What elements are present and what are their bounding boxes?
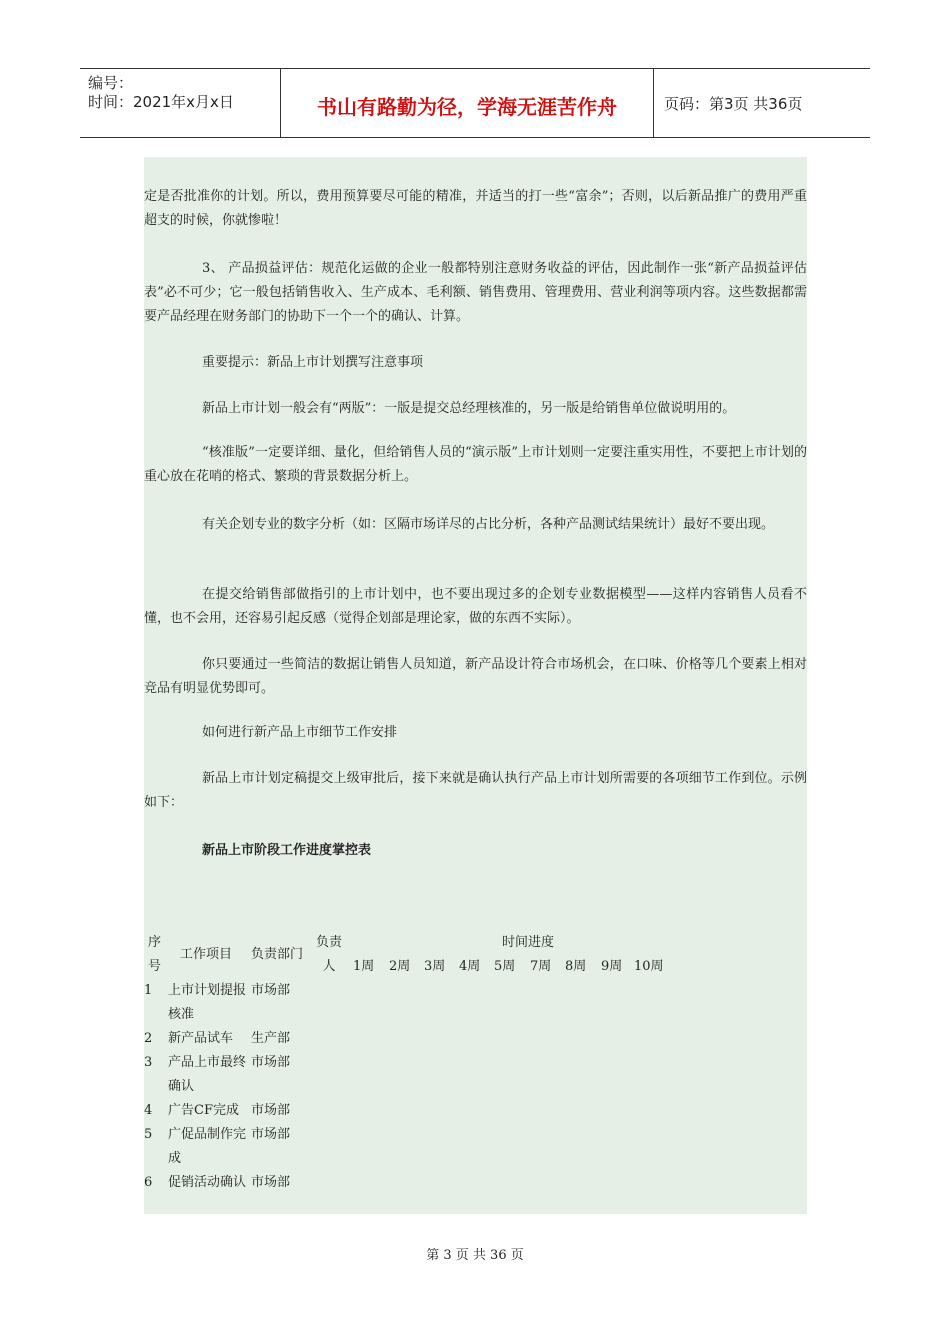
header-motto-cell [281,69,654,137]
row-item: 促销活动确认 [168,1175,247,1190]
row-item: 广告CF完成 [168,1103,239,1118]
row-item: 广促品制作完成 [168,1127,247,1166]
week-label: 1周 [353,959,375,974]
page-footer: 第 3 页 共 36 页 [426,1248,524,1263]
paragraph-2: 3、 产品损益评估：规范化运做的企业一般都特别注意财务收益的评估，因此制作一张“新产品损益评估表”必不可少；它一般包括销售收入、生产成本、毛利额、销售费用、管理费用、营业利润等项内容。这些数据都需要产品经理在财务部门的协助下一个一个的确认、计算。 [144,261,807,324]
header-motto: 书山有路勤为径，学海无涯苦作舟 [317,95,617,119]
header-person: 负责人 [315,935,342,974]
paragraph-9: 如何进行新产品上市细节工作安排 [202,725,398,740]
paragraph-5: “核准版”一定要详细、量化，但给销售人员的“演示版”上市计划则一定要注重实用性，不要把上市计划的重心放在花哨的格式、繁琐的背景数据分析上。 [144,445,807,484]
header-item: 工作项目 [180,947,233,962]
row-seq: 3 [144,1055,153,1070]
row-dept: 市场部 [251,1103,291,1118]
row-seq: 6 [144,1175,153,1190]
week-label: 3周 [424,959,446,974]
week-label: 8周 [565,959,587,974]
row-dept: 市场部 [251,1055,291,1070]
row-seq: 5 [144,1127,153,1142]
header-seq: 序号 [148,935,162,974]
page-header [80,68,870,138]
table-title: 新品上市阶段工作进度掌控表 [202,843,372,858]
header-meta-cell [80,69,281,137]
row-dept: 生产部 [251,1031,291,1046]
week-label: 9周 [601,959,623,974]
row-dept: 市场部 [251,1175,291,1190]
paragraph-6: 有关企划专业的数字分析（如：区隔市场详尽的占比分析，各种产品测试结果统计）最好不要出现。 [202,517,775,532]
week-label: 4周 [459,959,481,974]
week-label: 7周 [530,959,552,974]
week-label: 2周 [389,959,411,974]
document-time-label: 时间：2021年x月x日 [88,93,234,111]
paragraph-1: 定是否批准你的计划。所以，费用预算要尽可能的精准，并适当的打一些“富余”；否则，以后新品推广的费用严重超支的时候，你就惨啦！ [144,189,807,228]
row-dept: 市场部 [251,983,291,998]
paragraph-8: 你只要通过一些简洁的数据让销售人员知道，新产品设计符合市场机会，在口味、价格等几个要素上相对竞品有明显优势即可。 [144,657,807,696]
row-seq: 1 [144,983,153,998]
week-label: 5周 [494,959,516,974]
paragraph-4: 新品上市计划一般会有“两版”：一版是提交总经理核准的，另一版是给销售单位做说明用的。 [202,401,736,416]
paragraph-10: 新品上市计划定稿提交上级审批后，接下来就是确认执行产品上市计划所需要的各项细节工作到位。示例如下： [144,771,807,810]
paragraph-7: 在提交给销售部做指引的上市计划中，也不要出现过多的企划专业数据模型——这样内容销售人员看不懂，也不会用，还容易引起反感（觉得企划部是理论家，做的东西不实际）。 [144,587,807,626]
row-item: 新产品试车 [168,1031,234,1046]
row-seq: 2 [144,1031,153,1046]
row-seq: 4 [144,1103,153,1118]
document-number-label: 编号： [88,74,134,92]
content-panel [144,157,807,1214]
row-item: 上市计划提报核准 [168,983,247,1022]
row-dept: 市场部 [251,1127,291,1142]
week-label: 10周 [634,959,664,974]
paragraph-3: 重要提示：新品上市计划撰写注意事项 [202,355,424,370]
header-page-number: 页码：第3页 共36页 [664,95,803,113]
header-page-cell [654,69,870,137]
row-item: 产品上市最终确认 [168,1055,247,1094]
header-schedule: 时间进度 [502,935,555,950]
header-dept: 负责部门 [251,947,304,962]
